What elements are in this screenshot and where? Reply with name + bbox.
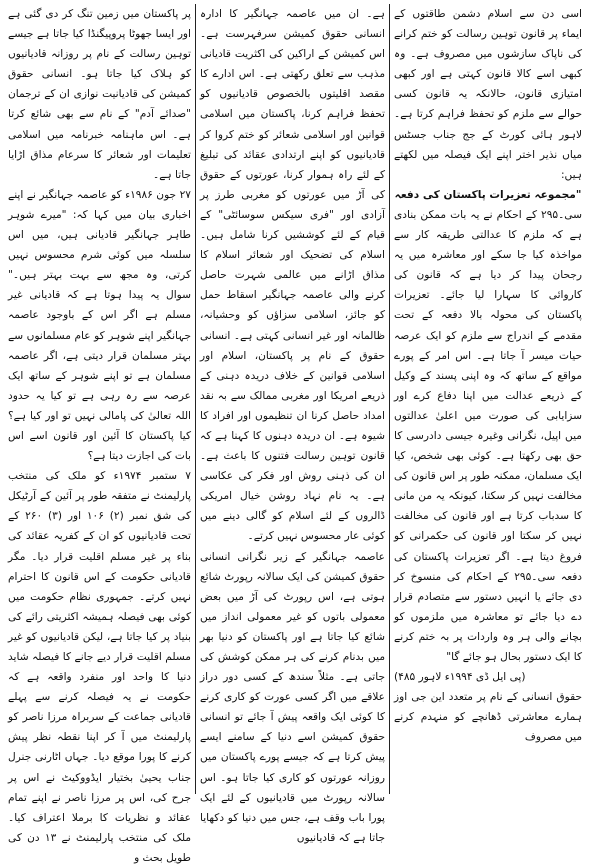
court-quote: سی۔۲۹۵ کے احکام نے یہ بات ممکن بنادی ہے کہ ملزم کا عدالتی طریقہ کار سے مواخذہ کیا جا سکے اور معاشرہ میں یہ رجحان پیدا کر دیا ہے کہ قانون کی کاروائی کا سہارا لیا جائے۔ تعزیرات پاکستان کی محولہ بالا دفعہ کے تحت مقدمے کے اندراج سے ملزم کو ایک عرصہ حیات میسر آ جاتا ہے۔ اس امر کے پورے مواقع کے ساتھ کہ وہ اپنی پسند کے وکیل کے ذریعے عدالت میں اپنا دفاع کرے اور سزایابی کی صورت میں اعلیٰ عدالتوں میں اپیل، نگرانی وغیرہ جیسی دادرسی کا حق بھی رکھتا ہے۔ کوئی بھی شخص، کیا ایک مسلمان، ممکنہ طور پر اس قانون کی مخالفت نہیں کر سکتا، کیونکہ یہ من مانی کا سدباب کرتا ہے اور قانون کی مخالفت نہیں کر سکتا اور قانون کی حکمرانی کو فروغ دیتا ہے۔ اگر تعزیرات پاکستان کی دفعہ سی۔۲۹۵ کے احکام کی منسوخ کر دی جائے یا انہیں دستور سے متصادم قرار دے دیا جائے تو معاشرہ میں ملزموں کو بچانے والی ہر وہ واردات پر بہ ختم کرنے کا ایک دستور بحال ہو جائے گا" [394,208,582,663]
paragraph: ۷ ستمبر ۱۹۷۴ء کو ملک کی منتخب پارلیمنٹ نے متفقہ طور پر آئین کے آرٹیکل کی شق نمبر (۲) ۱۰۶ اور (۳) ۲۶۰ کے تحت قادیانیوں کو ان کے کفریہ عقائد کی بناء پر غیر مسلم اقلیت قرار دیا۔ مگر قادیانی حکومت کے اس قانون کا احترام نہیں کرتے۔ جمہوری نظام حکومت میں کوئی بھی فیصلہ ہمیشہ اکثریتی رائے کی بنیاد پر کیا جاتا ہے، لیکن قادیانیوں کو غیر مسلم اقلیت قرار دیے جانے کا فیصلہ شاید دنیا کا واحد اور منفرد واقعہ ہے کہ حکومت نے یہ فیصلہ کرنے سے پہلے قادیانی جماعت کے سربراہ مرزا ناصر کو پارلیمنٹ میں آ کر اپنا نقطہ نظر پیش کرنے کا پورا موقع دیا۔ جہاں اٹارنی جنرل جناب یحییٰ بختیار ایڈووکیٹ نے اس پر جرح کی، اس پر مرزا ناصر نے اپنے تمام عقائد و نظریات کا برملا اعتراف کیا۔ ملک کی منتخب پارلیمنٹ نے ۱۳ دن کی طویل بحث و [8,470,192,864]
paragraph: اسی دن سے اسلام دشمن طاقتوں کے ایماء پر قانون توہین رسالت کو ختم کرانے کی ناپاک سازشوں میں مصروف ہے۔ وہ کبھی اسے کالا قانون کہتی ہے اور کبھی امتیازی قانون، حالانکہ یہ قانون کسی حوالے سے ملزم کو تحفظ فراہم کرتا ہے۔ لاہور ہائی کورٹ کے جج جناب جسٹس میاں نذیر اختر اپنے ایک فیصلہ میں لکھتے ہیں: [394,8,582,181]
column-middle [195,4,390,844]
paragraph: ۲۷ جون ۱۹۸۶ء کو عاصمہ جہانگیر نے اپنے اخباری بیان میں کہا کہ: "میرے شوہر طاہر جہانگیر قادیانی ہیں، میں اس سلسلہ میں کوئی شرم محسوس نہیں کرتی، وہ مجھ سے بہت بہتر ہیں۔" سوال یہ پیدا ہوتا ہے کہ قادیانی غیر مسلم ہے اگر اس کے باوجود عاصمہ جہانگیر اپنے شوہر کو عام مسلمانوں سے بہتر مسلمان قرار دیتی ہے، اگر عاصمہ مسلمان ہے تو اپنے شوہر کے ساتھ ایک عرصہ سے رہ رہی ہے تو کیا یہ حدود اللہ تعالیٰ کی پامالی نہیں تو اور کیا ہے؟ کیا پاکستان کا آئین اور قانون اسے اس بات کی اجازت دیتا ہے؟ [8,188,191,463]
citation: (پی ایل ڈی ۱۹۹۴ء لاہور ۴۸۵) [394,671,526,684]
column-left [4,4,195,864]
paragraph: عاصمہ جہانگیر کے زیر نگرانی انسانی حقوق کمیشن کی ایک سالانہ رپورٹ شائع ہوتی ہے، اس رپورٹ کی آڑ میں بعض معمولی باتوں کو غیر معمولی انداز میں شائع کیا جاتا ہے اور پاکستان کو دنیا بھر میں بدنام کرنے کی ہر ممکن کوشش کی جاتی ہے۔ مثلاً سندھ کے کسی دور دراز علاقے میں اگر کسی عورت کو کاری کرنے کا کوئی ایک واقعہ پیش آ جائے تو انسانی حقوق کمیشن اسے دنیا کے سامنے ایسے پیش کرتا ہے کہ جیسے پورے پاکستان میں روزانہ عورتوں کو کاری کیا جاتا ہو۔ اس سالانہ رپورٹ میں قادیانیوں کے لئے ایک پورا باب وقف ہے، جس میں دنیا کو دکھایا جاتا ہے کہ قادیانیوں [200,550,385,844]
paragraph: حقوق انسانی کے نام پر متعدد این جی اوز ہمارے معاشرتی ڈھانچے کو منہدم کرنے میں مصروف [394,691,582,744]
quote-heading: "مجموعہ تعزیرات پاکستان کی دفعہ [394,188,582,201]
column-right [390,4,586,794]
paragraph: پر پاکستان میں زمین تنگ کر دی گئی ہے اور ایسا جھوٹا پروپیگنڈا کیا جاتا ہے جیسے توہین رسالت کے نام پر روزانہ قادیانیوں کو ہلاک کیا جاتا ہو۔ انسانی حقوق کمیشن کی قادیانیت نوازی ان کے ترجمان "صدائے آدم" کے نام سے بھی شائع کرتا ہے۔ اس ماہنامہ خبرنامہ میں اسلامی تعلیمات اور شعائر کا سرعام مذاق اڑایا جاتا ہے۔ [8,8,191,181]
paragraph: ہے۔ ان میں عاصمہ جہانگیر کا ادارہ انسانی حقوق کمیشن سرفہرست ہے۔ اس کمیشن کے اراکین کی اکثریت قادیانی مذہب سے تعلق رکھتی ہے۔ اس ادارے کا مقصد اقلیتوں بالخصوص قادیانیوں کو تحفظ فراہم کرنا، پاکستان میں اسلامی قوانین اور اسلامی شعائر کو ختم کروا کر قادیانیوں کو اپنے ارتدادی عقائد کی تبلیغ کے لئے راہ ہموار کرنا، عورتوں کے حقوق کی آڑ میں عورتوں کو مغربی طرز پر آزادی اور "فری سیکس سوسائٹی" کے قیام کے لئے کوششیں کرنا شامل ہیں۔ اسلام کی تضحیک اور شعائر اسلام کا مذاق اڑانے میں عالمی شہرت حاصل کرنے والی عاصمہ جہانگیر اسقاط حمل کو جائز، اسلامی سزاؤں کو وحشیانہ، ظالمانہ اور غیر انسانی کہتی ہے۔ انسانی حقوق کے نام پر پاکستان، اسلام اور اسلامی قوانین کے خلاف دریدہ دہنی کے ذریعے امریکا اور مغربی ممالک سے بہ نقد امداد حاصل کرنا ان تنظیموں اور افراد کا شیوہ ہے۔ ان دریدہ دہنوں کا کہنا ہے کہ قانون توہین رسالت فتنوں کا باعث ہے۔ ان کی ذہنی روش اور فکر کی عکاسی ہے۔ یہ نام نہاد روشن خیال امریکی ڈالروں کے لئے اسلام کو گالی دینے میں کوئی عار محسوس نہیں کرتے۔ [200,8,385,543]
